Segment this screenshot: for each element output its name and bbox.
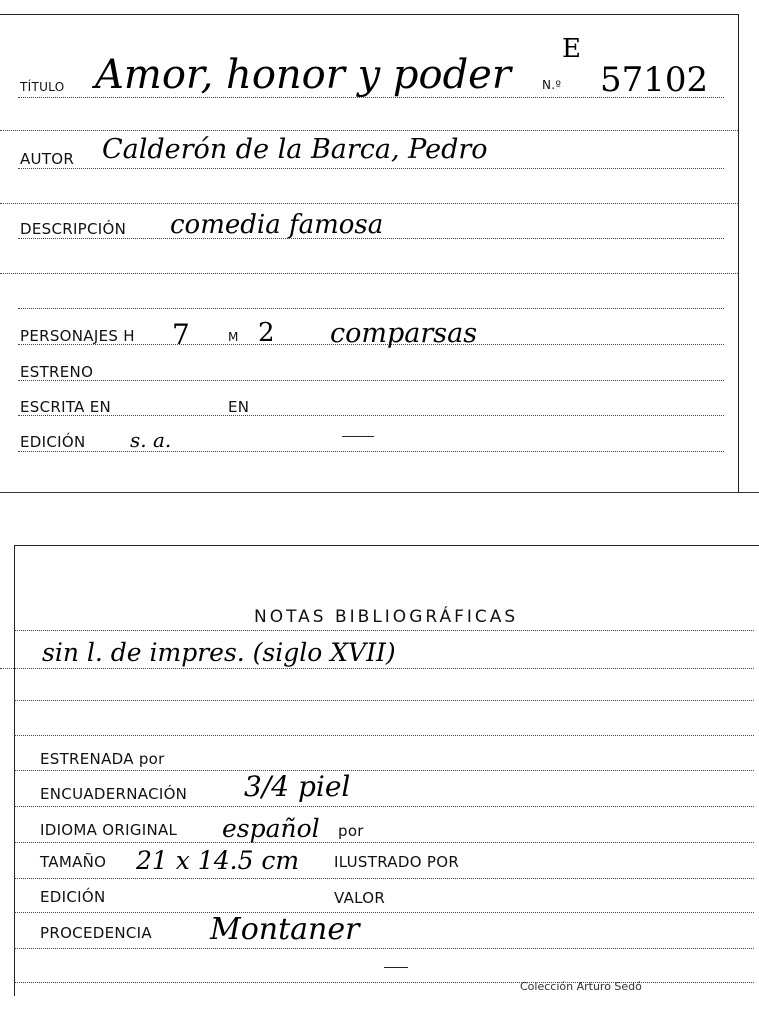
rule: [0, 203, 738, 204]
personajes-extra: comparsas: [330, 318, 478, 349]
card-separator: [0, 492, 759, 493]
procedencia-label: PROCEDENCIA: [40, 924, 152, 942]
rule: [18, 451, 724, 452]
descripcion-label: DESCRIPCIÓN: [20, 220, 127, 238]
escrita-label: ESCRITA EN: [20, 398, 112, 416]
personajes-m-label: M: [228, 330, 239, 344]
rule: [14, 770, 754, 771]
ilustrado-label: ILUSTRADO POR: [334, 853, 460, 871]
numero-label: N.º: [542, 78, 562, 92]
estreno-label: ESTRENO: [20, 363, 94, 381]
personajes-m-value: 2: [258, 318, 275, 348]
rule: [14, 630, 754, 631]
rule: [0, 130, 738, 131]
personajes-h-value: 7: [172, 318, 190, 351]
valor-label: VALOR: [334, 889, 386, 907]
escrita-en-label: EN: [228, 398, 250, 416]
rule: [14, 842, 754, 843]
descripcion-value: comedia famosa: [170, 210, 384, 240]
rule: [14, 982, 754, 983]
tamano-value: 21 x 14.5 cm: [136, 846, 300, 875]
edicion-label: EDICIÓN: [20, 433, 86, 451]
notas-header: NOTAS BIBLIOGRÁFICAS: [254, 607, 519, 627]
idioma-por-label: por: [338, 822, 364, 840]
notas-value: sin l. de impres. (siglo XVII): [42, 638, 396, 667]
tamano-label: TAMAÑO: [40, 853, 107, 871]
rule: [0, 273, 738, 274]
edicion-value: s. a.: [130, 428, 172, 452]
rule: [14, 806, 754, 807]
procedencia-value: Montaner: [210, 912, 360, 947]
personajes-label: PERSONAJES H: [20, 327, 135, 345]
rule: [14, 735, 754, 736]
autor-label: AUTOR: [20, 150, 75, 168]
edicion2-label: EDICIÓN: [40, 888, 106, 906]
numero-prefix: E: [562, 34, 581, 64]
collection-stamp: Colección Arturo Sedó: [520, 980, 642, 993]
numero-value: 57102: [600, 60, 709, 100]
encuadernacion-value: 3/4 piel: [244, 770, 351, 803]
rule: [18, 168, 724, 169]
titulo-label: TÍTULO: [20, 80, 65, 94]
rule: [0, 668, 754, 669]
encuadernacion-label: ENCUADERNACIÓN: [40, 785, 188, 803]
pencil-mark: [384, 967, 408, 968]
rule: [18, 415, 724, 416]
idioma-value: español: [222, 814, 320, 843]
autor-value: Calderón de la Barca, Pedro: [102, 134, 488, 165]
rule: [14, 878, 754, 879]
rule: [14, 948, 754, 949]
rule: [18, 380, 724, 381]
idioma-label: IDIOMA ORIGINAL: [40, 821, 178, 839]
pencil-mark: [342, 436, 374, 437]
estrenada-label: ESTRENADA por: [40, 750, 165, 768]
titulo-value: Amor, honor y poder: [95, 52, 511, 98]
rule: [14, 700, 754, 701]
rule: [14, 912, 754, 913]
rule: [18, 308, 724, 309]
